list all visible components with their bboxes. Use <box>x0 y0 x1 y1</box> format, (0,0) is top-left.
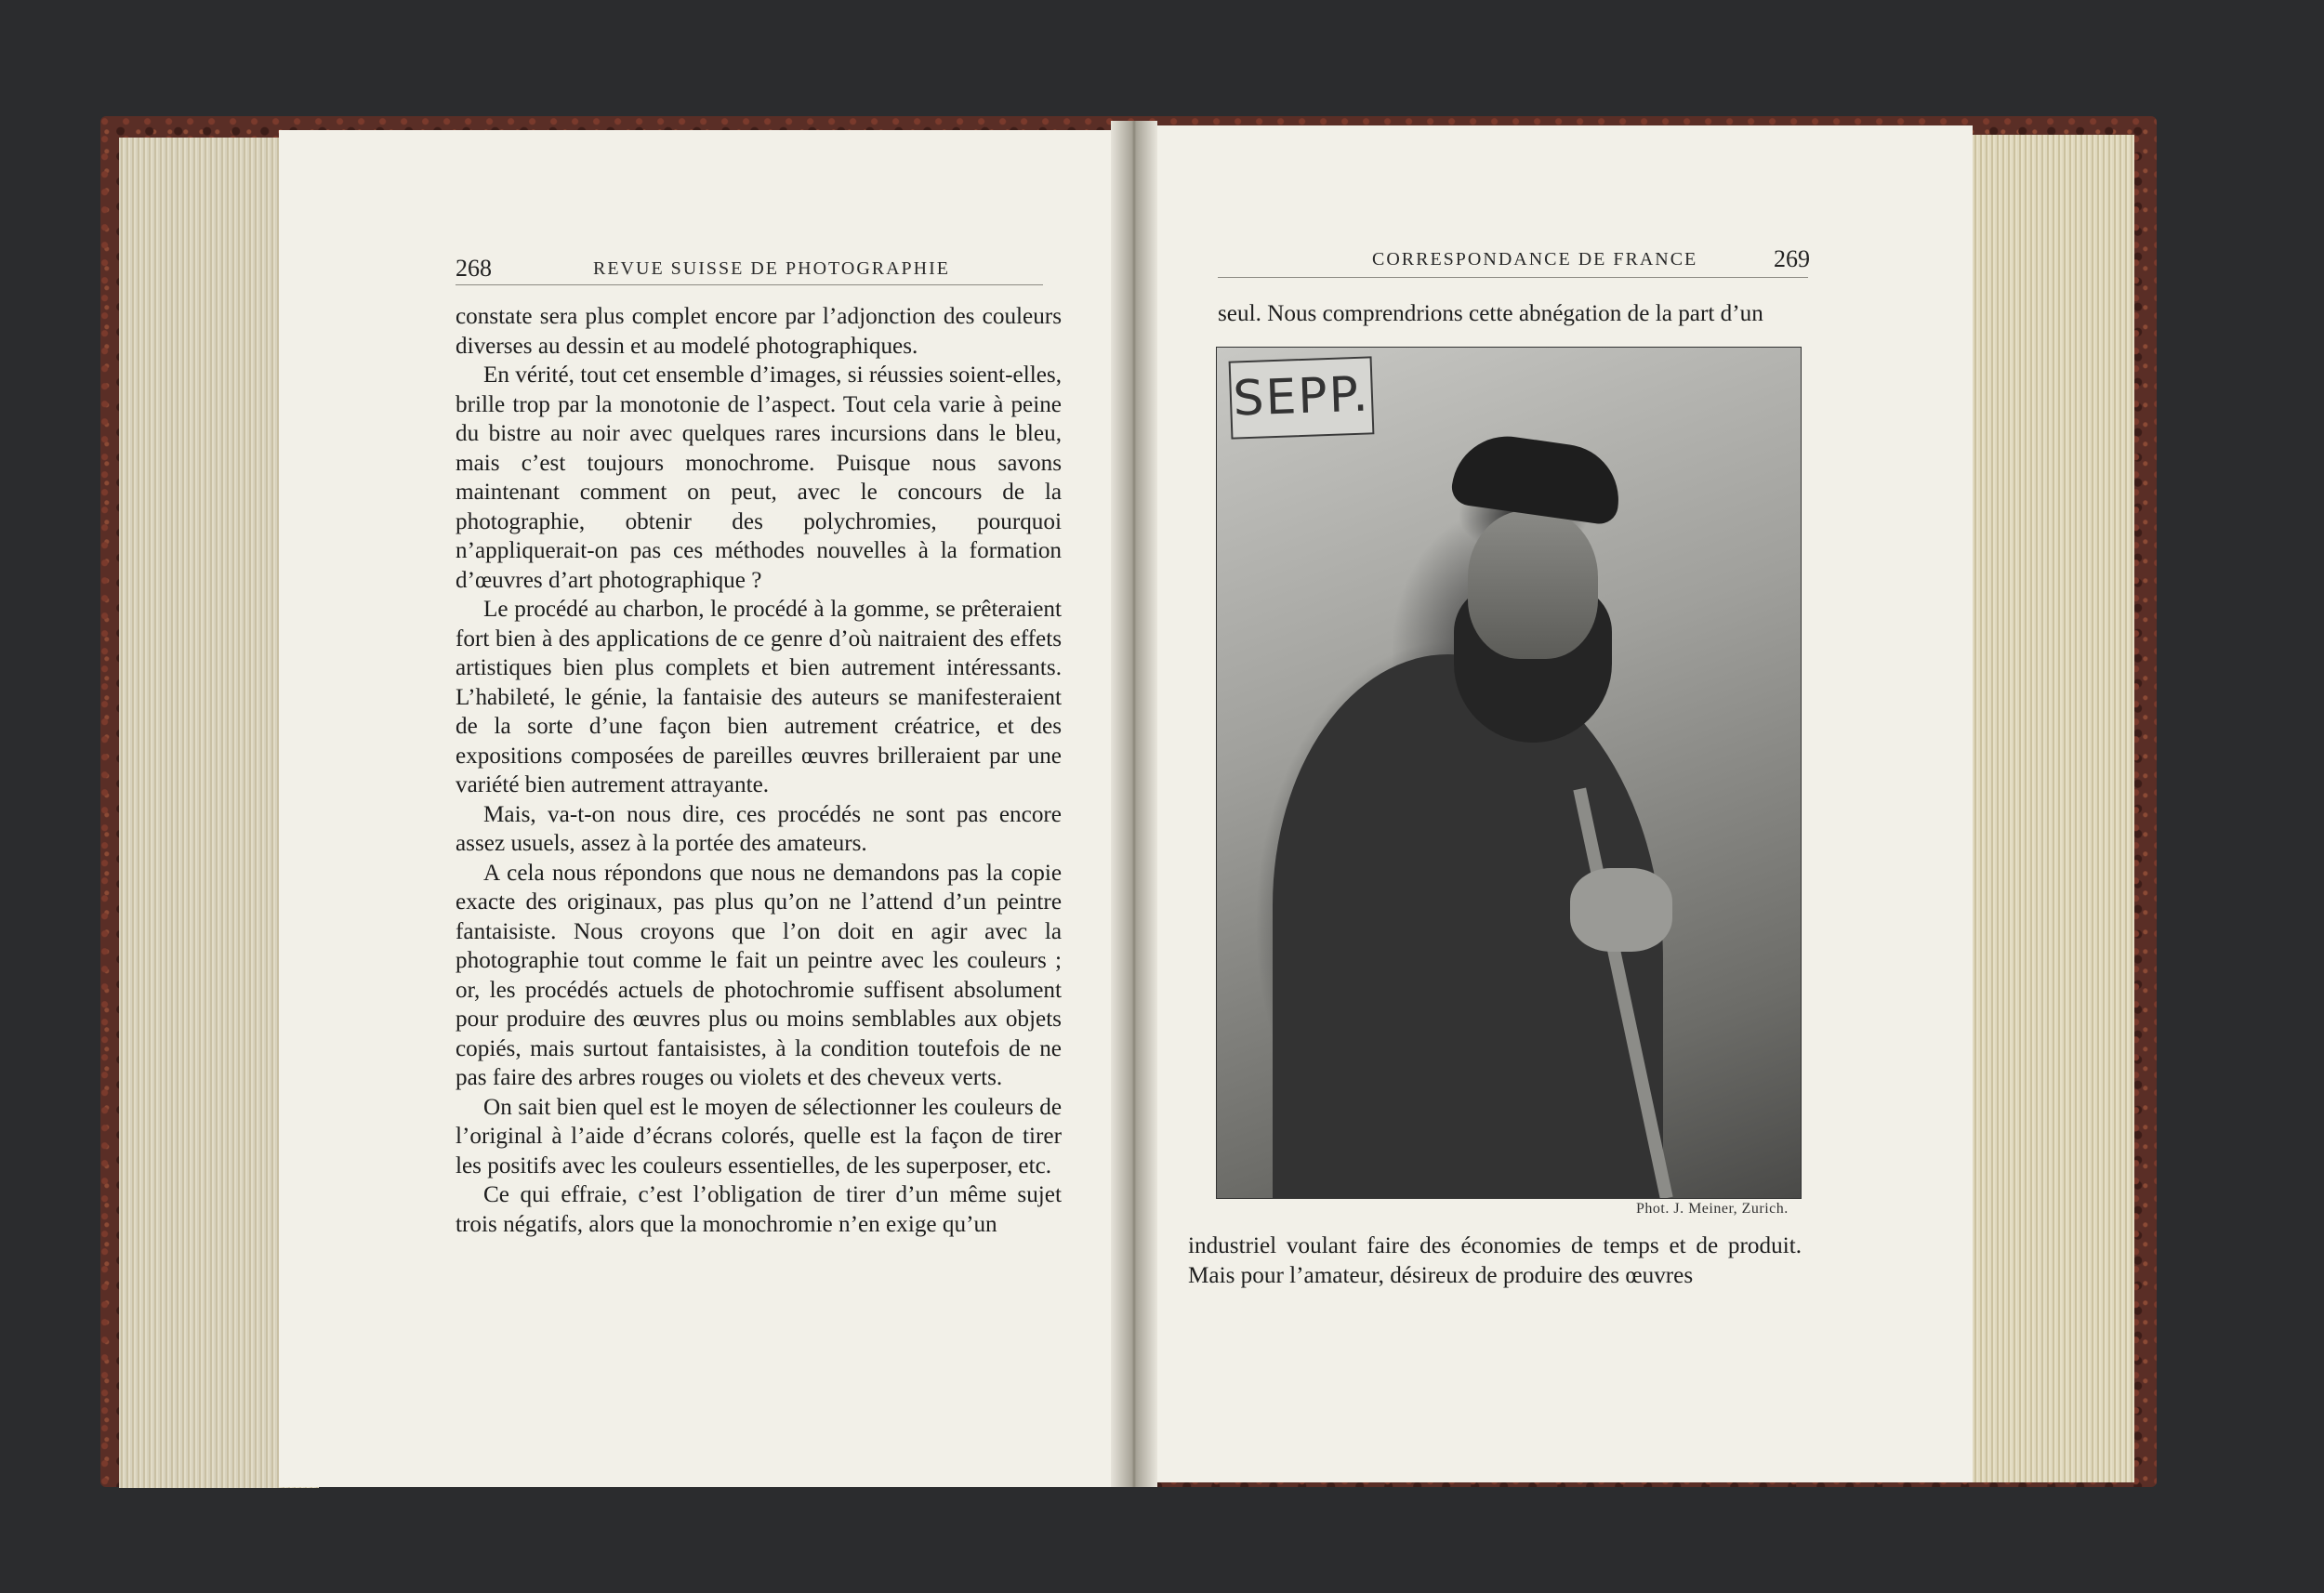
book-gutter <box>1111 121 1157 1487</box>
right-bottom-text <box>1188 1231 1802 1290</box>
paragraph: Le procédé au charbon, le procédé à la gomme, se prêteraient fort bien à des applications de ce genre d’où naitraient des effets artistiques bien plus complets et bien autrement intéressants. L’habileté, le génie, la fantaisie des auteurs se manifesteraient de la sorte d’une façon bien autrement créatrice, et des expositions composées de pareilles œuvres brilleraient par une variété bien autrement attrayante. <box>456 597 1062 797</box>
paragraph: Ce qui effraie, c’est l’obligation de tirer d’un même sujet trois négatifs, alors que la monochromie n’en exige qu’un <box>456 1182 1062 1237</box>
right-header-rule <box>1218 277 1808 278</box>
photo-caption: Phot. J. Meiner, Zurich. <box>1636 1201 1789 1217</box>
left-header-rule <box>456 284 1043 285</box>
left-body-text <box>456 302 1062 1239</box>
figure-hat <box>1449 429 1625 526</box>
paragraph: En vérité, tout cet ensemble d’images, si réussies soient-elles, brille trop par la monotonie de l’aspect. Tout cela varie à peine du bistre au noir avec quelques rares incursions dans le bleu, mais c’est toujours monochrome. Puisque nous savons maintenant comment on peut, avec le concours de la photographie, obtenir des polychromies, pourquoi n’appliquerait-on pas ces méthodes nouvelles à la formation d’œuvres d’art photographique ? <box>456 362 1062 593</box>
right-page-number: 269 <box>1774 245 1810 272</box>
left-page-number: 268 <box>456 255 492 282</box>
page-edges-right <box>1961 135 2134 1482</box>
paragraph: On sait bien quel est le moyen de sélectionner les couleurs de l’original à l’aide d’écrans colorés, quelle est la façon de tirer les positifs avec les couleurs essentielles, de les superposer, etc. <box>456 1094 1062 1178</box>
right-top-text <box>1218 299 1808 329</box>
figure-face <box>1468 510 1598 659</box>
figure-hands <box>1570 868 1672 952</box>
left-running-header: REVUE SUISSE DE PHOTOGRAPHIE <box>593 258 950 279</box>
sepp-sign: SEPP. <box>1229 356 1375 439</box>
paragraph: A cela nous répondons que nous ne demandons pas la copie exacte des originaux, pas plus qu’on ne l’attend d’un peintre fantaisiste. Nous croyons que l’on doit en agir avec la photographie tout comme le fait un peintre avec les couleurs ; or, les procédés actuels de photochromie suffisent absolument pour produire des œuvres plus ou moins semblables aux objets copiés, mais surtout fantaisistes, à la condition toutefois de ne pas faire des arbres rouges ou violets et des cheveux verts. <box>456 860 1062 1090</box>
paragraph: seul. Nous comprendrions cette abnégation de la part d’un <box>1218 301 1763 326</box>
paragraph: constate sera plus complet encore par l’adjonction des couleurs diverses au dessin et au modelé photographiques. <box>456 304 1062 359</box>
portrait-photograph <box>1216 347 1802 1199</box>
right-running-header: CORRESPONDANCE DE FRANCE <box>1372 249 1698 270</box>
paragraph: Mais, va-t-on nous dire, ces procédés ne sont pas encore assez usuels, assez à la portée des amateurs. <box>456 801 1062 856</box>
paragraph: industriel voulant faire des économies de temps et de produit. Mais pour l’amateur, désireux de produire des œuvres <box>1188 1233 1802 1288</box>
